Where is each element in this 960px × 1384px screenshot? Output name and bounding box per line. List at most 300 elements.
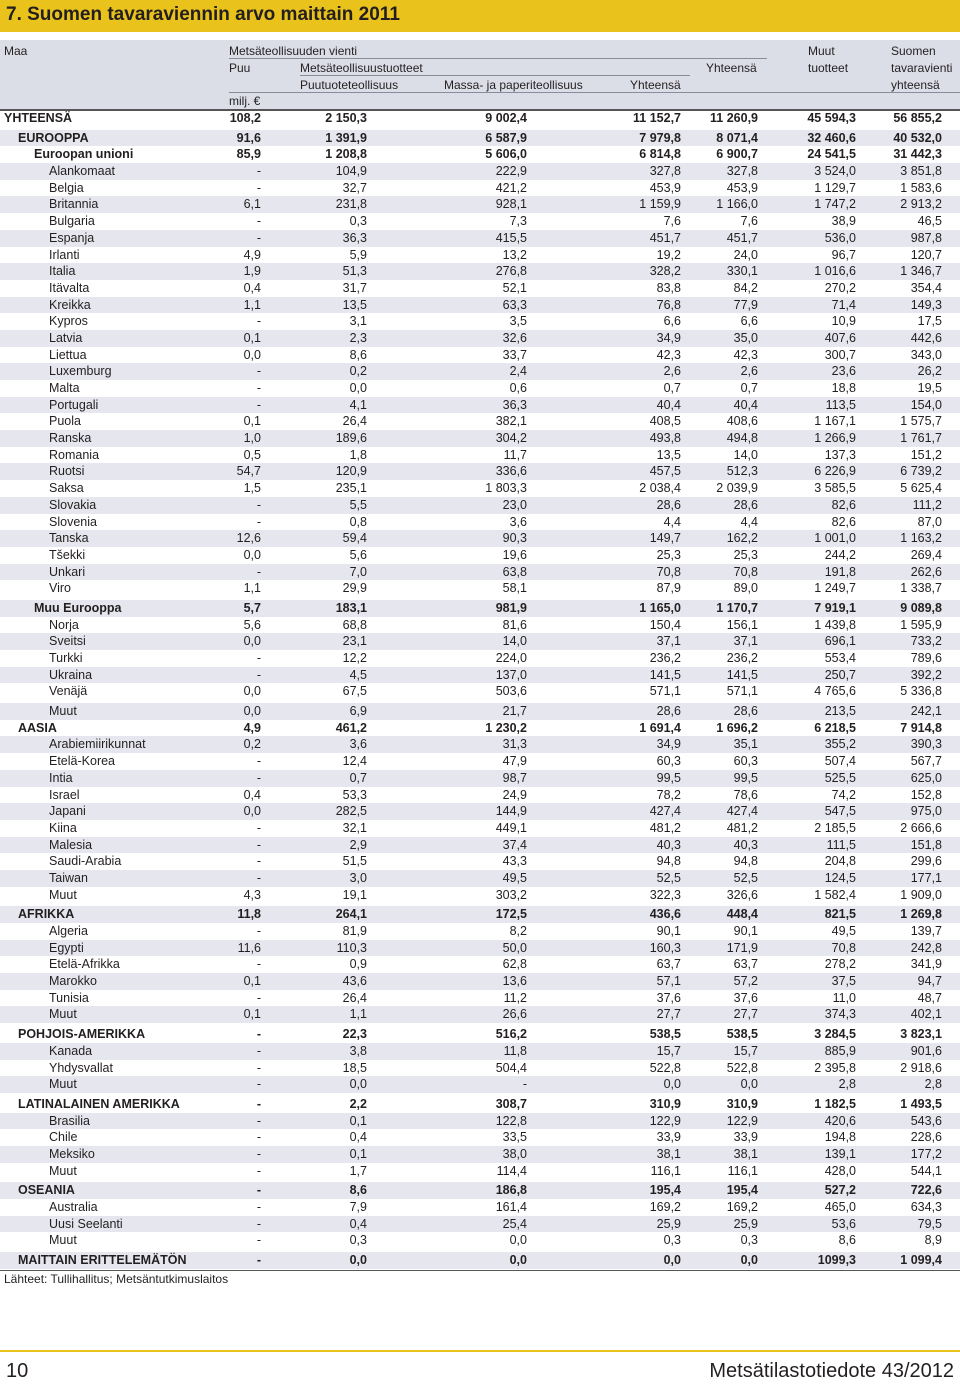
row-value: 1 129,7 [814,180,856,195]
row-value: 374,3 [824,1007,856,1022]
row-value: 2,4 [509,364,527,379]
row-value: 46,5 [917,214,942,229]
table-row [0,887,960,904]
row-value: 250,7 [824,667,856,682]
row-value: 236,2 [649,651,681,665]
row-value: - [256,1077,261,1092]
row-value: 169,2 [649,1200,681,1214]
row-value: 5,6 [243,617,261,632]
row-value: - [256,924,261,938]
table-row [0,1026,960,1043]
row-value: 84,2 [733,280,758,295]
row-value: - [256,514,261,529]
row-value: 12,2 [342,651,367,665]
row-value: 13,2 [502,247,527,262]
row-value: 0,3 [349,1233,367,1248]
row-value: 1 269,8 [900,907,942,922]
header-puutuoteteollisuus: Puutuoteteollisuus [300,78,399,92]
row-value: 3 585,5 [814,481,856,496]
row-value: 28,6 [733,497,758,512]
row-value: 242,1 [910,704,942,719]
row-value: 0,0 [243,804,261,819]
header-muut-1: Muut [808,44,835,58]
row-value: 310,9 [649,1096,681,1111]
row-label: Sveitsi [49,634,86,649]
row-value: 63,7 [656,957,681,972]
row-label: Muut [49,704,77,719]
header-suomen-2: tavaravienti [891,61,953,75]
row-value: 553,4 [824,651,856,665]
row-value: 7,6 [740,214,758,229]
row-value: 1 761,7 [900,431,942,446]
row-value: 1,1 [243,297,261,312]
row-value: 901,6 [910,1043,942,1058]
row-value: 538,5 [649,1027,681,1042]
row-value: 0,9 [349,957,367,972]
row-value: - [256,497,261,512]
row-value: 1,0 [243,431,261,446]
row-value: 493,8 [649,431,681,446]
row-value: 111,5 [826,837,856,852]
row-value: - [522,1077,527,1092]
row-label: Australia [49,1200,98,1214]
row-value: 0,1 [349,1113,367,1128]
row-value: 4,1 [349,397,367,412]
row-value: 11,7 [503,447,527,462]
row-value: 427,4 [726,804,758,819]
row-value: 52,1 [502,280,527,295]
row-value: 195,4 [649,1183,681,1198]
row-value: 11,0 [832,990,856,1005]
row-value: 236,2 [726,651,758,665]
row-value: 3,1 [349,314,367,329]
row-value: 512,3 [726,464,758,479]
row-value: 885,9 [824,1043,856,1058]
row-value: 269,4 [910,547,942,562]
table-row [0,530,960,547]
row-value: 0,5 [243,447,261,462]
row-label: OSEANIA [18,1183,75,1198]
row-value: 32,1 [342,820,367,835]
row-value: 33,9 [656,1130,681,1145]
row-value: 0,3 [349,214,367,229]
row-value: 5 336,8 [900,684,942,699]
row-value: 60,3 [656,754,681,769]
row-value: 74,2 [831,787,856,802]
header-metsateollisuustuotteet: Metsäteollisuustuotteet [300,61,423,75]
row-value: 390,3 [910,737,942,752]
table-row [0,497,960,514]
row-value: 68,8 [342,617,367,632]
row-value: 7,0 [349,564,367,579]
row-value: 330,1 [726,264,758,279]
row-value: 98,7 [502,770,527,785]
row-label: Israel [49,787,80,802]
row-value: 139,1 [824,1146,856,1161]
row-label: Egypti [49,940,84,955]
row-value: - [256,1183,261,1198]
row-value: 21,7 [502,704,527,719]
row-value: 310,9 [726,1096,758,1111]
row-value: 222,9 [495,164,527,179]
row-label: Tunisia [49,990,89,1005]
row-value: 11,8 [503,1043,527,1058]
row-value: 0,7 [663,381,681,395]
table-row [0,787,960,804]
row-value: 141,5 [649,667,681,682]
row-label: Britannia [49,197,99,212]
row-value: 31,7 [342,280,367,295]
table-row [0,447,960,464]
row-value: 32 460,6 [807,130,856,145]
row-value: 23,0 [502,497,527,512]
table-row [0,547,960,564]
row-value: 177,2 [910,1146,942,1161]
row-value: 5 606,0 [485,147,527,162]
row-value: 35,1 [733,737,758,752]
row-value: 5,9 [349,247,367,262]
row-value: 382,1 [495,414,527,429]
row-value: 402,1 [910,1007,942,1022]
row-label: Muut [49,887,77,902]
row-value: 24,9 [502,787,527,802]
table-row [0,480,960,497]
row-value: 1 691,4 [639,720,681,735]
row-value: 278,2 [824,957,856,972]
row-value: 299,6 [910,854,942,869]
table-row [0,380,960,397]
row-value: 25,4 [502,1216,527,1231]
row-value: - [256,164,261,179]
row-label: POHJOIS-AMERIKKA [18,1027,146,1042]
row-value: 63,7 [733,957,758,972]
row-value: 76,8 [656,297,681,312]
row-value: 503,6 [495,684,527,699]
row-value: 1 182,5 [814,1096,856,1111]
row-label: Taiwan [49,870,88,885]
row-value: 1 595,9 [900,617,942,632]
row-value: 108,2 [229,111,261,125]
row-value: 6,1 [243,197,261,212]
row-value: - [256,314,261,329]
row-value: 1,1 [243,581,261,596]
row-value: 43,6 [342,974,367,989]
row-value: 2,6 [740,364,758,379]
row-value: - [256,1113,261,1128]
row-label: Liettua [49,347,87,362]
row-value: 49,5 [831,924,856,938]
row-value: 31 442,3 [893,147,942,162]
row-value: 169,2 [726,1200,758,1214]
row-label: Malesia [49,837,93,852]
row-value: 7,9 [349,1200,367,1214]
row-value: 2 666,6 [900,820,942,835]
row-value: 70,8 [656,564,681,579]
row-value: 448,4 [726,907,758,922]
row-value: 327,8 [726,164,758,179]
table-row [0,753,960,770]
row-value: - [256,837,261,852]
row-value: 1 439,8 [814,617,856,632]
table-row [0,347,960,364]
row-value: 144,9 [495,804,527,819]
row-value: 149,3 [910,297,942,312]
row-value: 0,3 [740,1233,758,1248]
table-row [0,146,960,163]
row-value: 50,0 [502,940,527,955]
row-value: 99,5 [733,770,758,785]
table-row [0,837,960,854]
row-value: 451,7 [726,230,758,245]
row-value: 91,6 [236,130,261,145]
page-title: 7. Suomen tavaraviennin arvo maittain 2011 [6,4,400,25]
row-value: 43,3 [502,854,527,869]
row-label: YHTEENSÄ [4,111,73,125]
row-value: 0,4 [243,280,261,295]
row-value: 538,5 [726,1027,758,1042]
table-row [0,1060,960,1077]
row-value: 1 696,2 [716,720,758,735]
row-value: 789,6 [910,651,942,665]
row-value: 5,6 [349,547,367,562]
row-value: 0,2 [243,737,261,752]
table-row [0,736,960,753]
source-note: Lähteet: Tullihallitus; Metsäntutkimuslaitos [4,1272,229,1286]
table-row [0,1096,960,1113]
row-value: 37,1 [656,634,681,649]
row-value: 26,6 [502,1007,527,1022]
row-value: 7 919,1 [814,600,856,615]
row-value: - [256,754,261,769]
row-value: 354,4 [910,280,942,295]
row-value: 987,8 [910,230,942,245]
row-value: 527,2 [824,1183,856,1198]
row-value: 522,8 [726,1060,758,1075]
row-value: 336,6 [495,464,527,479]
row-value: 0,0 [509,1253,527,1268]
row-value: 25,3 [656,547,681,562]
row-value: - [256,1163,261,1178]
row-label: Romania [49,447,100,462]
row-value: 120,9 [335,464,367,479]
row-value: 0,0 [243,704,261,719]
row-value: 116,1 [650,1163,681,1178]
row-label: Italia [49,264,76,279]
row-value: 427,4 [649,804,681,819]
row-value: 27,7 [733,1007,758,1022]
row-value: 204,8 [824,854,856,869]
row-value: 231,8 [335,197,367,212]
table-row [0,820,960,837]
row-value: 2 395,8 [814,1060,856,1075]
row-label: Puola [49,414,81,429]
row-label: Ranska [49,431,92,446]
row-value: 11,8 [237,907,261,922]
row-label: Bulgaria [49,214,95,229]
table-row [0,1076,960,1093]
row-value: 821,5 [824,907,856,922]
row-value: 151,8 [910,837,942,852]
table-row [0,213,960,230]
table-row [0,906,960,923]
row-value: 1 747,2 [814,197,856,212]
row-label: Ukraina [49,667,93,682]
row-value: - [256,820,261,835]
table-row [0,263,960,280]
row-value: 28,6 [656,704,681,719]
row-value: 571,1 [726,684,758,699]
table-row [0,363,960,380]
row-value: 186,8 [495,1183,527,1198]
row-value: 449,1 [495,820,527,835]
row-value: 2 913,2 [900,197,942,212]
row-value: 2,8 [838,1077,856,1092]
table-row [0,230,960,247]
row-value: 1 208,8 [325,147,367,162]
row-value: 0,0 [349,381,367,395]
table-row [0,923,960,940]
row-value: 544,1 [910,1163,942,1178]
row-value: 1 249,7 [814,581,856,596]
row-value: 9 089,8 [900,600,942,615]
row-value: 0,1 [243,974,261,989]
row-value: 8,6 [349,347,367,362]
row-value: 191,8 [824,564,856,579]
row-value: 1 159,9 [639,197,681,212]
row-value: 89,0 [733,581,758,596]
row-label: Portugali [49,397,99,412]
row-value: 0,0 [740,1077,758,1092]
row-label: Itävalta [49,280,90,295]
row-value: 7 979,8 [639,130,681,145]
row-label: EUROOPPA [18,130,89,145]
row-value: 0,1 [349,1146,367,1161]
row-value: 6 900,7 [716,147,758,162]
row-label: Irlanti [49,247,80,262]
row-value: 82,6 [831,497,856,512]
row-value: 28,6 [733,704,758,719]
row-label: Meksiko [49,1146,95,1161]
row-value: 13,5 [656,447,681,462]
row-value: - [256,1096,261,1111]
row-label: Tanska [49,531,89,546]
row-value: 235,1 [335,481,367,496]
row-value: 525,5 [824,770,856,785]
row-value: 2,6 [663,364,681,379]
row-value: 228,6 [910,1130,942,1145]
row-value: 37,5 [831,974,856,989]
table-row [0,130,960,147]
row-value: 5,5 [349,497,367,512]
row-value: 11 260,9 [710,111,758,125]
row-value: 33,5 [502,1130,527,1145]
row-value: 14,0 [502,634,527,649]
table-row [0,580,960,597]
row-value: 40,4 [733,397,758,412]
row-value: 408,5 [649,414,681,429]
row-value: 8,6 [838,1233,856,1248]
row-value: 928,1 [495,197,527,212]
row-value: 71,4 [831,297,856,312]
row-value: - [256,1216,261,1231]
row-value: 0,4 [349,1216,367,1231]
row-value: 276,8 [495,264,527,279]
row-value: 436,6 [649,907,681,922]
row-value: 4,9 [243,247,261,262]
row-value: 51,3 [342,264,367,279]
row-value: 67,5 [342,684,367,699]
table-row [0,940,960,957]
row-value: 11,6 [237,940,261,955]
row-value: 40,3 [656,837,681,852]
row-value: 22,3 [342,1027,367,1042]
row-value: 696,1 [824,634,856,649]
row-value: 171,9 [726,940,758,955]
row-value: 327,8 [649,164,681,179]
row-value: - [256,1027,261,1042]
table-row [0,514,960,531]
row-label: Muu Eurooppa [34,600,122,615]
publication-name: Metsätilastotiedote 43/2012 [709,1360,954,1382]
table-row [0,600,960,617]
row-value: 189,6 [335,431,367,446]
row-label: Uusi Seelanti [49,1216,123,1231]
row-value: 19,5 [917,381,942,395]
row-value: 5,7 [243,600,261,615]
row-value: 195,4 [726,1183,758,1198]
row-value: 1,8 [349,447,367,462]
row-value: 27,7 [656,1007,681,1022]
row-value: 0,0 [509,1233,527,1248]
row-value: 8,6 [349,1183,367,1198]
row-value: 1 166,0 [716,197,758,212]
row-value: - [256,667,261,682]
row-value: 87,0 [917,514,942,529]
row-value: 2 039,9 [716,481,758,496]
table-row [0,247,960,264]
table-row [0,330,960,347]
header-yhteensa: Yhteensä [706,61,757,75]
row-value: 571,1 [649,684,681,699]
row-value: 37,1 [733,634,758,649]
row-value: 1 165,0 [639,600,681,615]
row-value: - [256,1253,261,1268]
row-value: 23,1 [342,634,367,649]
table-row [0,564,960,581]
row-value: 1 266,9 [814,431,856,446]
row-value: 0,0 [663,1253,681,1268]
table-row [0,870,960,887]
row-value: - [256,1200,261,1214]
row-value: 567,7 [910,754,942,769]
row-value: 15,7 [733,1043,758,1058]
row-label: Slovenia [49,514,97,529]
row-value: 415,5 [495,230,527,245]
row-value: 38,0 [502,1146,527,1161]
row-value: 1 099,4 [900,1253,942,1268]
row-value: 543,6 [910,1113,942,1128]
row-value: 59,4 [342,531,367,546]
row-value: 0,0 [349,1253,367,1268]
row-value: 24,0 [733,247,758,262]
row-value: - [256,651,261,665]
header-suomen-1: Suomen [891,44,936,58]
row-value: - [256,1130,261,1145]
row-value: 26,4 [342,414,367,429]
row-value: 1,7 [349,1163,367,1178]
row-value: 3,0 [349,870,367,885]
row-value: 1 230,2 [485,720,527,735]
